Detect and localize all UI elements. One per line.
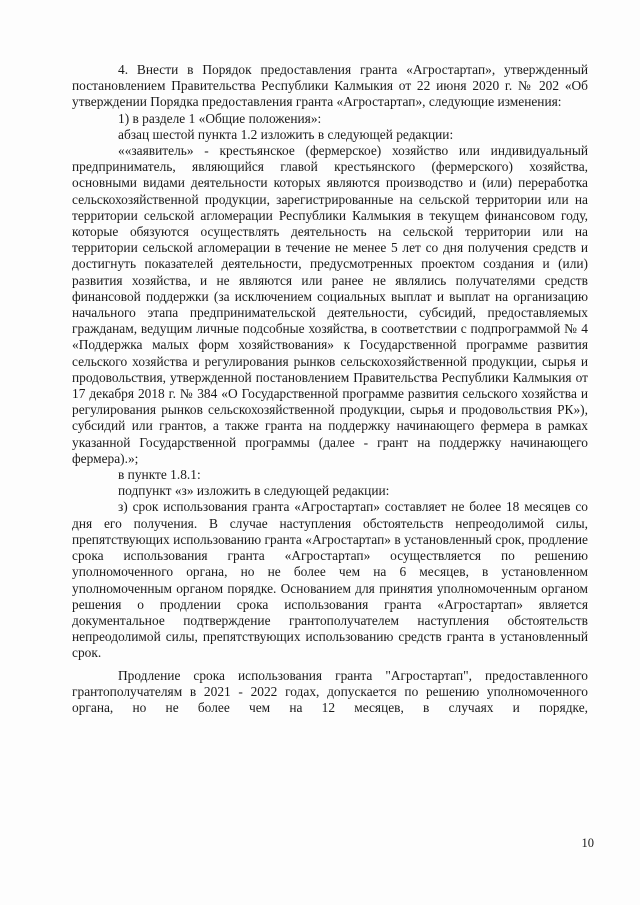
paragraph-section-1: 1) в разделе 1 «Общие положения»: — [118, 110, 322, 126]
paragraph-zayavitel-definition: ««заявитель» - крестьянское (фермерское) хозяйство или индивидуальный предприниматель, являющийся главой крестьянского (фермерского) хозяйства, основными видами деятельности которых являются производство и (или) переработка сельскохозяйственной продукции, зарегистрированные на сельской территории или на территории сельской агломерации Республики Калмыкия в текущем финансовом году, которые обязуются осуществлять деятельность на сельской территории или на территории сельской агломерации в течение не менее 5 лет со дня получения средств и достигнуть показателей деятельности, предусмотренных проектом создания и (или) развития хозяйства, и не являются или ранее не являлись получателями средств финансовой поддержки (за исключением социальных выплат и выплат на организацию начального этапа предпринимательской деятельности, субсидий, предоставляемых гражданам, ведущим личные подсобные хозяйства, в соответствии с подпрограммой № 4 «Поддержка малых форм хозяйствования» к Государственной программе развития сельского хозяйства и регулирования рынков сельскохозяйственной продукции, сырья и продовольствия, утвержденной постановлением Правительства Республики Калмыкия от 17 декабря 2018 г. № 384 «О Государственной программе развития сельского хозяйства и регулирования рынков сельскохозяйственной продукции, сырья и продовольствия РК»), субсидий или грантов, а также гранта на поддержку начинающего фермера в рамках указанной Государственной программы (далее - грант на поддержку начинающего фермера).»; — [72, 143, 588, 466]
paragraph-abzac-6: абзац шестой пункта 1.2 изложить в следующей редакции: — [118, 126, 454, 142]
paragraph-grant-extension: Продление срока использования гранта "Агростартап", предоставленного грантополучателям в 2021 - 2022 годах, допускается по решению уполномоченного органа, но не более чем на 12 месяцев, в случаях и порядке, — [72, 667, 588, 715]
paragraph-punkt-1-8-1: в пункте 1.8.1: — [118, 467, 201, 483]
page-number: 10 — [581, 836, 594, 850]
paragraph-podpunkt-z: подпункт «з» изложить в следующей редакции: — [118, 483, 390, 499]
document-body — [72, 62, 588, 716]
paragraph-grant-term: з) срок использования гранта «Агростартап» составляет не более 18 месяцев со дня его получения. В случае наступления обстоятельств непреодолимой силы, препятствующих использованию гранта «Агростартап» в установленный срок, продление срока использования гранта «Агростартап» осуществляется по решению уполномоченного органа, но не более чем на 6 месяцев, в установленном уполномоченным органом порядке. Основанием для принятия уполномоченным органом решения о продлении срока использования гранта «Агростартап» является документальное подтверждение грантополучателем наступления обстоятельств непреодолимой силы, препятствующих использованию средств гранта в установленный срок. — [72, 499, 588, 661]
paragraph-item-4: 4. Внести в Порядок предоставления гранта «Агростартап», утвержденный постановлением Правительства Республики Калмыкия от 22 июня 2020 г. № 202 «Об утверждении Порядка предоставления гранта «Агростартап», следующие изменения: — [72, 62, 588, 110]
